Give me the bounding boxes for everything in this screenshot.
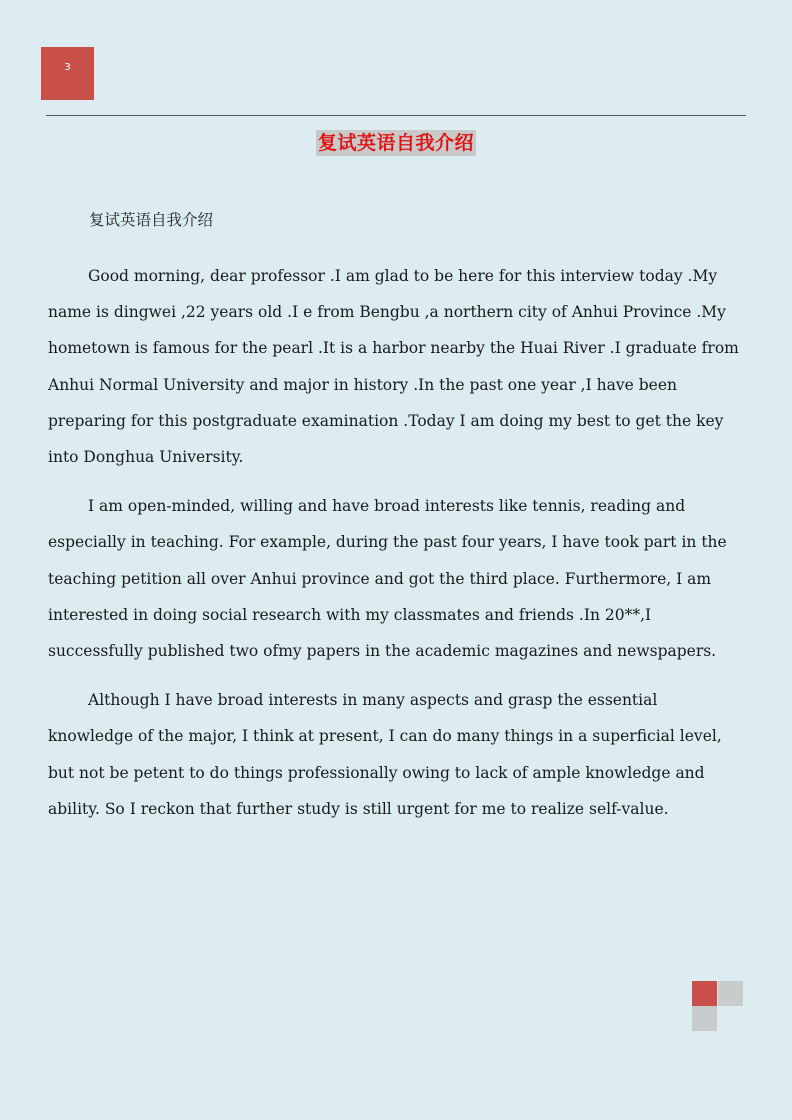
document-title: 复试英语自我介绍	[317, 132, 474, 154]
decorative-square-gray	[718, 981, 743, 1006]
title-container	[0, 130, 792, 156]
page-number-badge	[41, 47, 94, 100]
page-number: 3	[64, 62, 71, 73]
decorative-square-red	[692, 981, 717, 1006]
document-body	[48, 205, 746, 840]
paragraph-motivation: Although I have broad interests in many aspects and grasp the essential knowledge of the major, I think at present, I can do many things in a superficial level, but not be petent to do things professionally owing to lack of ample knowledge and ability. So I reckon that further study is still urgent for me to realize self-value.	[48, 691, 722, 818]
decorative-square-gray	[692, 1006, 717, 1031]
paragraph-introduction: Good morning, dear professor .I am glad to be here for this interview today .My name is dingwei ,22 years old .I e from Bengbu ,a northern city of Anhui Province .My hometown is famous for the pearl .It is a harbor nearby the Huai River .I graduate from Anhui Normal University and major in history .In the past one year ,I have been preparing for this postgraduate examination .Today I am doing my best to get the key into Donghua University.	[48, 267, 739, 467]
paragraph-interests: I am open-minded, willing and have broad interests like tennis, reading and especially in teaching. For example, during the past four years, I have took part in the teaching petition all over Anhui province and got the third place. Furthermore, I am interested in doing social research with my classmates and friends .In 20**,I successfully published two ofmy papers in the academic magazines and newspapers.	[48, 497, 727, 661]
document-subtitle: 复试英语自我介绍	[89, 211, 214, 229]
header-divider	[46, 115, 746, 116]
